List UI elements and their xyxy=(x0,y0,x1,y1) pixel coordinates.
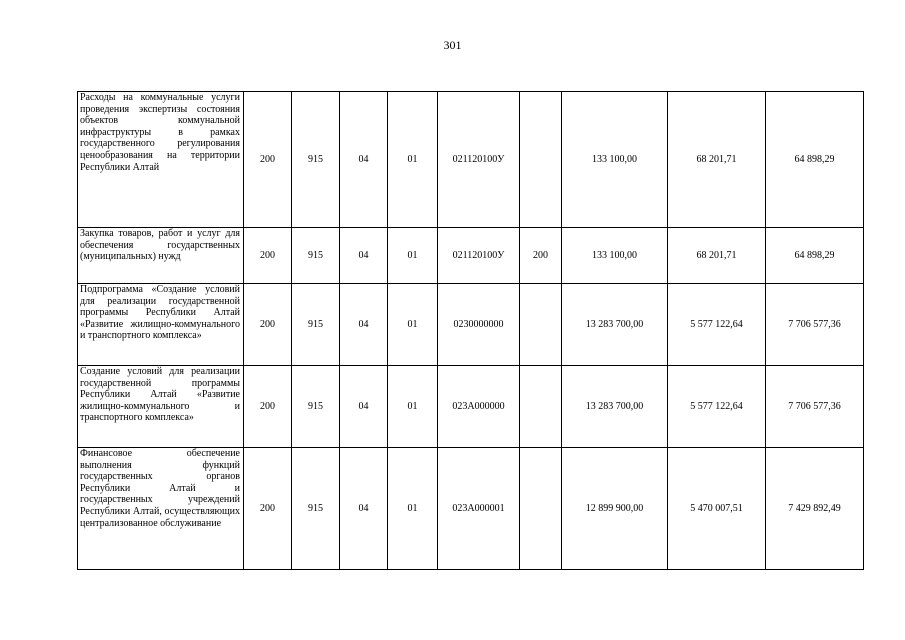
page-number: 301 xyxy=(443,38,462,52)
cell-sum-3: 7 429 892,49 xyxy=(766,448,864,570)
cell-c4: 01 xyxy=(388,92,438,228)
table-row xyxy=(78,228,864,284)
cell-sum-3: 7 706 577,36 xyxy=(766,284,864,366)
cell-sum-2: 5 470 007,51 xyxy=(668,448,766,570)
cell-c3: 04 xyxy=(340,92,388,228)
cell-c2: 915 xyxy=(292,228,340,284)
row-name: Создание условий для реализации государственной программы Республики Алтай «Развитие жилищно-коммунального и транспортного комплекса» xyxy=(78,366,244,448)
cell-sum-1: 12 899 900,00 xyxy=(562,448,668,570)
cell-sum-2: 5 577 122,64 xyxy=(668,366,766,448)
cell-c1: 200 xyxy=(244,92,292,228)
cell-type xyxy=(520,366,562,448)
table-row xyxy=(78,366,864,448)
cell-sum-1: 133 100,00 xyxy=(562,92,668,228)
cell-c4: 01 xyxy=(388,366,438,448)
cell-c3: 04 xyxy=(340,366,388,448)
cell-sum-3: 7 706 577,36 xyxy=(766,366,864,448)
cell-c3: 04 xyxy=(340,448,388,570)
cell-c2: 915 xyxy=(292,92,340,228)
cell-code: 0230000000 xyxy=(438,284,520,366)
cell-code: 023А000001 xyxy=(438,448,520,570)
cell-type: 200 xyxy=(520,228,562,284)
cell-code: 021120100У xyxy=(438,228,520,284)
cell-c4: 01 xyxy=(388,448,438,570)
cell-c1: 200 xyxy=(244,228,292,284)
cell-code: 023А000000 xyxy=(438,366,520,448)
cell-c2: 915 xyxy=(292,448,340,570)
cell-sum-1: 13 283 700,00 xyxy=(562,366,668,448)
cell-sum-3: 64 898,29 xyxy=(766,228,864,284)
cell-sum-2: 68 201,71 xyxy=(668,92,766,228)
table-row xyxy=(78,448,864,570)
cell-c1: 200 xyxy=(244,448,292,570)
cell-sum-1: 13 283 700,00 xyxy=(562,284,668,366)
cell-sum-3: 64 898,29 xyxy=(766,92,864,228)
table-row xyxy=(78,284,864,366)
cell-c3: 04 xyxy=(340,228,388,284)
cell-c1: 200 xyxy=(244,284,292,366)
row-name: Расходы на коммунальные услуги проведения экспертизы состояния объектов коммунальной инфраструктуры в рамках государственного регулирования ценообразования на территории Республики Алтай xyxy=(78,92,244,228)
row-name: Финансовое обеспечение выполнения функций государственных органов Республики Алтай и государственных учреждений Республики Алтай, осуществляющих централизованное обслуживание xyxy=(78,448,244,570)
budget-table xyxy=(77,91,864,570)
cell-c4: 01 xyxy=(388,284,438,366)
cell-sum-1: 133 100,00 xyxy=(562,228,668,284)
table-row xyxy=(78,92,864,228)
cell-sum-2: 68 201,71 xyxy=(668,228,766,284)
cell-sum-2: 5 577 122,64 xyxy=(668,284,766,366)
cell-c1: 200 xyxy=(244,366,292,448)
row-name: Закупка товаров, работ и услуг для обеспечения государственных (муниципальных) нужд xyxy=(78,228,244,284)
cell-c4: 01 xyxy=(388,228,438,284)
cell-c2: 915 xyxy=(292,366,340,448)
cell-c3: 04 xyxy=(340,284,388,366)
cell-type xyxy=(520,448,562,570)
row-name: Подпрограмма «Создание условий для реализации государственной программы Республики Алтай «Развитие жилищно-коммунального и транспортного комплекса» xyxy=(78,284,244,366)
cell-type xyxy=(520,284,562,366)
cell-type xyxy=(520,92,562,228)
cell-code: 021120100У xyxy=(438,92,520,228)
cell-c2: 915 xyxy=(292,284,340,366)
